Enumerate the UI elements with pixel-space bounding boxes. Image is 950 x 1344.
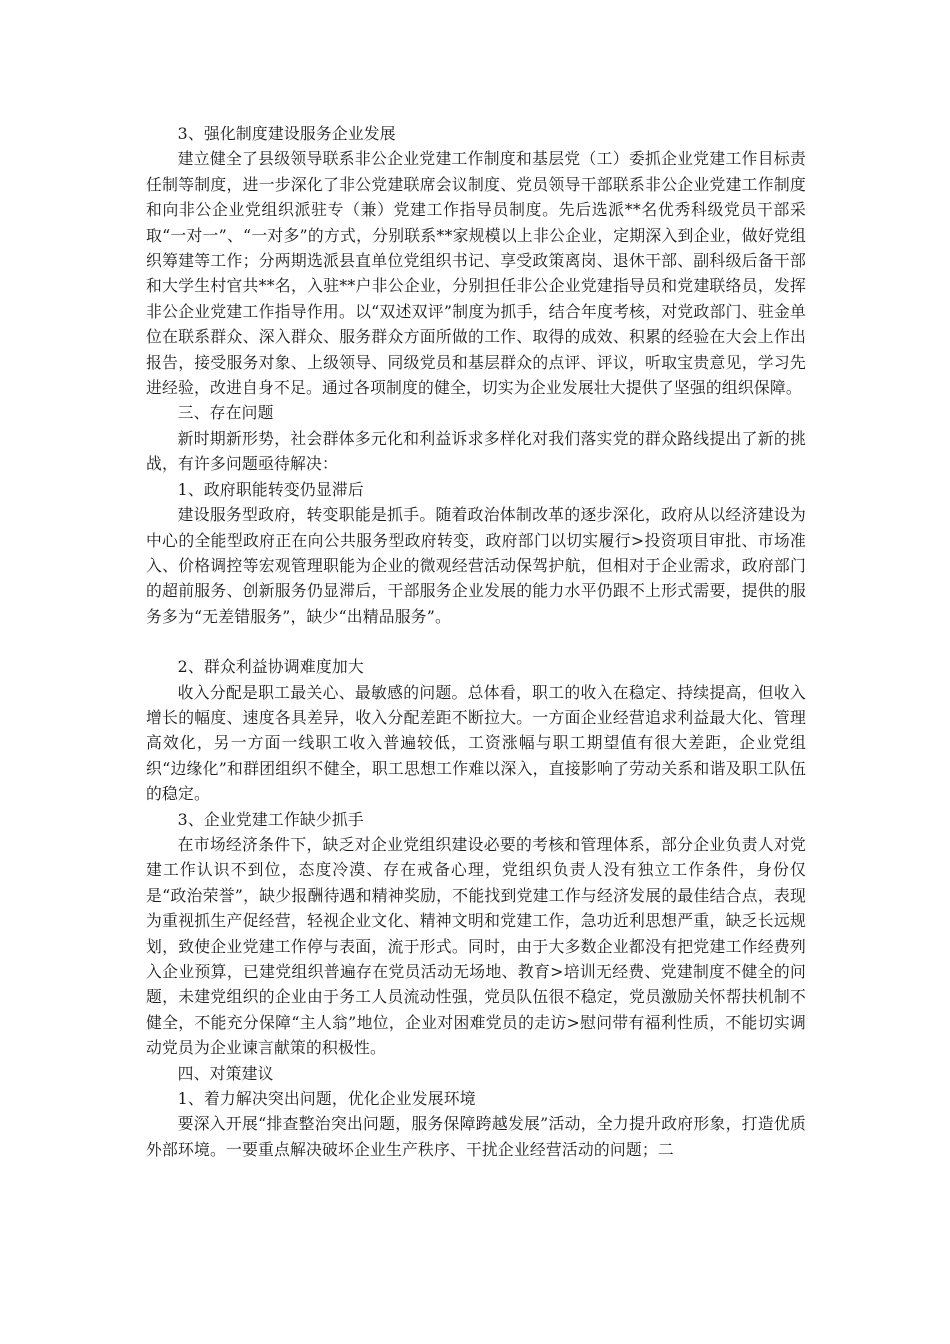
paragraph-spacer xyxy=(146,629,806,654)
subsection-heading: 1、着力解决突出问题，优化企业发展环境 xyxy=(177,1089,476,1109)
document-body xyxy=(146,121,806,1162)
section-heading: 三、存在问题 xyxy=(177,403,274,423)
body-paragraph: 在市场经济条件下，缺乏对企业党组织建设必要的考核和管理体系，部分企业负责人对党建工作认识不到位，态度冷漠、存在戒备心理，党组织负责人没有独立工作条件，身份仅是“政治荣誉”，缺少报酬待遇和精神奖励，不能找到党建工作与经济发展的最佳结合点，表现为重视抓生产促经营，轻视企业文化、精神文明和党建工作，急功近利思想严重，缺乏长远规划，致使企业党建工作停与表面，流于形式。同时，由于大多数企业都没有把党建工作经费列入企业预算，已建党组织普遍存在党员活动无场地、教育>培训无经费、党建制度不健全的问题，未建党组织的企业由于务工人员流动性强，党员队伍很不稳定，党员激励关怀帮扶机制不健全，不能充分保障“主人翁”地位，企业对困难党员的走访>慰问带有福利性质，不能切实调动党员为企业谏言献策的积极性。 xyxy=(146,834,806,1058)
body-paragraph: 要深入开展“排查整治突出问题，服务保障跨越发展”活动，全力提升政府形象，打造优质外部环境。一要重点解决破坏企业生产秩序、干扰企业经营活动的问题；二 xyxy=(146,1114,806,1159)
section-heading: 四、对策建议 xyxy=(177,1063,274,1083)
body-paragraph: 收入分配是职工最关心、最敏感的问题。总体看，职工的收入在稳定、持续提高，但收入增长的幅度、速度各具差异，收入分配差距不断拉大。一方面企业经营追求利益最大化、管理高效化，另一方面一线职工收入普遍较低，工资涨幅与职工期望值有很大差距，企业党组织“边缘化”和群团组织不健全，职工思想工作难以深入，直接影响了劳动关系和谐及职工队伍的稳定。 xyxy=(146,682,806,804)
section-heading: 3、强化制度建设服务企业发展 xyxy=(177,124,396,143)
subsection-heading: 3、企业党建工作缺少抓手 xyxy=(177,809,364,829)
body-paragraph: 新时期新形势，社会群体多元化和利益诉求多样化对我们落实党的群众路线提出了新的挑战，有许多问题亟待解决： xyxy=(146,428,806,474)
body-paragraph: 建设服务型政府，转变职能是抓手。随着政治体制改革的逐步深化，政府从以经济建设为中心的全能型政府正在向公共服务型政府转变，政府部门以切实履行>投资项目审批、市场准入、价格调控等宏观管理职能为企业的微观经营活动保驾护航，但相对于企业需求，政府部门的超前服务、创新服务仍显滞后，干部服务企业发展的能力水平仍跟不上形式需要，提供的服务多为“无差错服务”，缺少“出精品服务”。 xyxy=(146,505,806,626)
subsection-heading: 2、群众利益协调难度加大 xyxy=(177,657,364,677)
subsection-heading: 1、政府职能转变仍显滞后 xyxy=(177,479,364,499)
body-paragraph: 建立健全了县级领导联系非公企业党建工作制度和基层党（工）委抓企业党建工作目标责任制等制度，进一步深化了非公党建联席会议制度、党员领导干部联系非公企业党建工作制度和向非公企业党组织派驻专（兼）党建工作指导员制度。先后选派**名优秀科级党员干部采取“一对一”、“一对多”的方式，分别联系**家规模以上非公企业，定期深入到企业，做好党组织筹建等工作；分两期选派县直单位党组织书记、享受政策离岗、退休干部、副科级后备干部和大学生村官共**名，入驻**户非公企业，分别担任非公企业党建指导员和党建联络员，发挥非公企业党建工作指导作用。以“双述双评”制度为抓手，结合年度考核，对党政部门、驻金单位在联系群众、深入群众、服务群众方面所做的工作、取得的成效、积累的经验在大会上作出报告，接受服务对象、上级领导、同级党员和基层群众的点评、评议，听取宝贵意见，学习先进经验，改进自身不足。通过各项制度的健全，切实为企业发展壮大提供了坚强的组织保障。 xyxy=(146,149,806,398)
